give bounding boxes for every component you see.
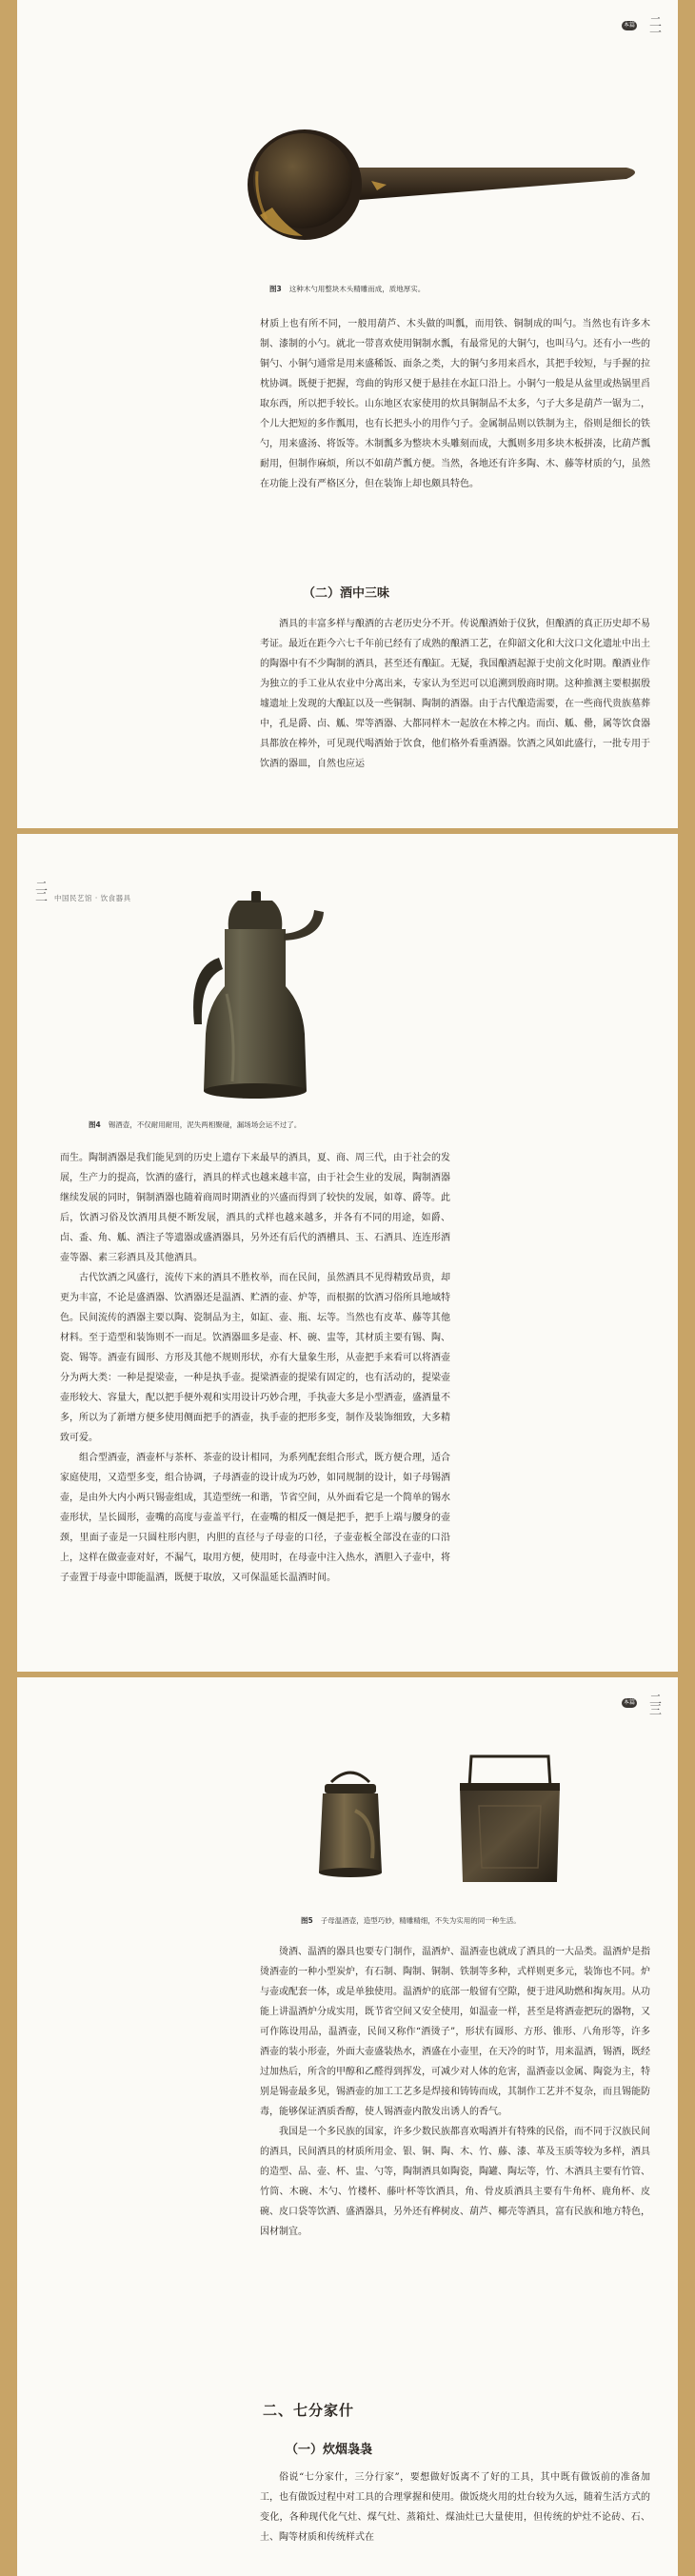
page-22 [17,834,678,1672]
folio [30,880,131,903]
figure-caption-text: 锡酒壶，不仅耐用耐用，泥失两相聚碰，漏场场会运不过了。 [108,1120,302,1129]
seal-icon: 本篇 [623,1699,635,1706]
paragraph: 材质上也有所不同，一般用葫芦、木头做的叫瓢，而用铁、铜制成的叫勺。当然也有许多木制、漆制的小勺。就北一带喜欢使用铜制水瓢，有最常见的大铜勺，也叫马勺。还有小一些的铜勺、小铜勺通常是用来盛稀饭、面条之类，大的铜勺多用来舀水，其把手较短，与手握的拉枕协调。既便于把握，弯曲的钩形又便于悬挂在水缸口沿上。小铜勺一般是从盆里或热锅里舀取东西，所以把手较长。山东地区农家使用的炊具铜制品不太多，勺子大多是葫芦一锯为二，个儿大把短的多作瓢用，也有长把头小的用作勺子。金属制品则以铁制为主，俗则是细长的铁勺，用来盛汤、将饭等。木制瓢多为整块木头雕刻而成，大瓢则多用多块木板拼凑，比葫芦瓢耐用，但制作麻烦，所以不如葫芦瓢方便。当然，各地还有许多陶、木、藤等材质的勺，虽然在功能上没有严格区分，但在装饰上却也颇具特色。 [260,319,650,489]
paragraph: 而生。陶制酒器是我们能见到的历史上遗存下来最早的酒具，夏、商、周三代，由于社会的发展，生产力的提高，饮酒的盛行，酒具的样式也越来越丰富，由于社会生业的发展，陶制酒器继续发展的同时，铜制酒器也随着商周时期酒业的兴盛而得到了较快的发展，如尊、爵等。此后，饮酒习俗及饮酒用具便不断发展，酒具的式样也越来越多，并各有不同的用途，如爵、卣、盉、角、觚、酒注子等遗器或盛酒器具，另外还有后代的酒槽具、玉、石酒具、连连形酒壶等器、素三彩酒具及其他酒具。 [60,1153,450,1263]
paragraph: 组合型酒壶，酒壶杯与茶杯、茶壶的设计相同，为系列配套组合形式，既方便合理，适合家庭使用，又造型多变，组合协调，子母酒壶的设计成为巧妙，如同规制的设计，如子母锡酒壶，是由外大内小两只锡壶组成，其造型统一和谐，节省空间，从外面看它是一个简单的锡水壶形状，呈长圆形，壶嘴的高度与壶盖平行，在壶嘴的相反一侧是把手，把手上端与腰身的壶颈，里面子壶是一只圆柱形内胆，内胆的直径与子母壶的口径，子壶壶板全部没在壶的口沿上，这样在做壶壶对好，不漏气，取用方便，使用时，在母壶中注入热水，酒胆入子壶中，将子壶置于母壶中即能温酒，既便于取放，又可保温延长温酒时间。 [60,1453,450,1583]
body-text [260,614,650,774]
figure-caption [89,1120,301,1131]
paragraph: 酒具的丰富多样与酿酒的古老历史分不开。传说酿酒始于仪狄，但酿酒的真正历史却不易考证。最近在距今六七千年前已经有了成熟的酿酒工艺，在仰韶文化和大汶口文化遗址中出土的陶器中有不少陶制的酒具，甚至还有酿缸。无疑，我国酿酒起源于史前文化时期。酿酒业作为独立的手工业从农业中分离出来，专家认为至迟可以追溯到殷商时期。这种推测主要根据殷墟遗址上发现的大酿缸以及一些铜制、陶制的酒器。由于古代酿造需要，在一些商代贵族墓葬中，孔是爵、卣、觚、斝等酒器、大都同样木一起放在木棒之内。而卣、觚、罍，属等饮食器具都放在棒外，可见现代喝酒始于饮食，他们格外看重酒器。饮酒之风如此盛行，一批专用于饮酒的器皿，自然也应运 [260,619,650,769]
page-number: 二一 [646,15,661,36]
section-heading: （一）炊烟袅袅 [286,2443,373,2457]
small-warmer-pot-photo [308,1763,393,1882]
figure-caption [301,1915,521,1927]
running-title: 中国民艺馆 · 饮食器具 [54,894,131,902]
section-heading: （二）酒中三味 [303,586,390,601]
figure-caption-text: 子母温酒壶，造型巧妙，精雕精细，不失为实用的同一种生活。 [320,1916,521,1925]
folio [622,1693,663,1714]
figure-label: 图5 [301,1916,313,1925]
chapter-heading: 二、七分家什 [263,2402,355,2419]
page-number: 二二 [32,880,47,901]
figure-caption [269,284,425,295]
page-number: 二三 [646,1693,661,1714]
wooden-ladle-photo [246,112,645,255]
figure-label: 图3 [269,285,282,293]
figure-caption-text: 这种木勺用整块木头精雕而成，质地厚实。 [288,285,426,293]
page-23 [17,1677,678,2576]
paragraph: 烫酒、温酒的器具也要专门制作，温酒炉、温酒壶也就成了酒具的一大品类。温酒炉是指烫酒壶的一种小型炭炉，有石制、陶制、铜制、铁制等多种，式样则更多元，装饰也不同。炉与壶或配套一体，或是单独使用。温酒炉的底部一般留有空隙，便于进风助燃和掏灰用。从功能上讲温酒炉分成实用，既节省空间又安全使用，如温壶一样，甚至是将酒壶把玩的器物，又可作陈设用品，温酒壶，民间又称作“酒烫子”，形状有圆形、方形、锥形、八角形等，许多酒壶的装小形壶，外面大壶盛装热水，酒盛在小壶里，在天冷的时节，用来温酒，锡酒，既经过加热后，所含的甲醇和乙醛得到挥发，可减少对人体的危害，温酒壶以金属、陶瓷为主，特别是锡壶最多见，锡酒壶的加工工艺多是焊接和铸铸而成，其制作工艺并不复杂，而且锡能防毒，能够保证酒质香醇，使人锡酒壶内散发出诱人的香气。 [260,1947,650,2117]
paragraph: 俗说“七分家什，三分行家”，要想做好饭离不了好的工具，其中既有做饭前的准备加工，也有做饭过程中对工具的合理掌握和使用。做饭烧火用的灶台较为久远，随着生活方式的变化，各种现代化气灶、煤气灶、蒸箱灶、煤油灶已大量使用，但传统的炉灶不论砖、石、土、陶等材质和传统样式在 [260,2472,650,2543]
paragraph: 我国是一个多民族的国家，许多少数民族都喜欢喝酒并有特殊的民俗，而不同于汉族民间的酒具，民间酒具的材质所用金、银、铜、陶、木、竹、藤、漆、革及玉质等较为多样，酒具的造型、品、壶、杯、盅、勺等，陶制酒具如陶瓷，陶罐、陶坛等，竹、木酒具主要有竹管、竹筒、木碗、木勺、竹楼杯、藤叶杯等饮酒具，角、骨皮质酒具主要有牛角杯、鹿角杯、皮碗、皮口袋等饮酒、盛酒器具，另外还有桦树皮、葫芦、椰壳等酒具，富有民族和地方特色，因材制宜。 [260,2127,650,2237]
tin-wine-ewer-photo [169,891,331,1105]
seal-icon: 本篇 [623,22,635,29]
paragraph: 古代饮酒之风盛行，流传下来的酒具不胜枚举，而在民间，虽然酒具不见得精致昂贵，却更为丰富，不论是盛酒器、饮酒器还是温酒、贮酒的壶、炉等，而根据的饮酒习俗所具地域特色。民间流传的酒器主要以陶、瓷制品为主，如缸、壶、瓶、坛等。当然也有皮革、藤等其他材料。至于造型和装饰则不一而足。饮酒器皿多是壶、杯、碗、盅等，其材质主要有锡、陶、瓷、锡等。酒壶有圆形、方形及其他不规则形状，亦有大量象生形，从壶把手来看可以将酒壶分为两大类：一种是提梁壶，一种是执手壶。提梁酒壶的提梁有固定的，也有活动的，提梁壶壶形较大、容量大，配以把手便外观和实用设计巧妙合理，手执壶大多是小型酒壶，盛酒量不多，所以为了新增方便多使用侧面把手的酒壶，执手壶的把形多变，制作及装饰细致，大多精致可爱。 [60,1273,450,1443]
page-21 [17,0,678,828]
folio [622,15,663,36]
figure-label: 图4 [89,1120,101,1129]
body-text [260,2467,650,2547]
body-text [260,1942,650,2242]
body-text [60,1148,450,1588]
large-warmer-pot-photo [450,1749,569,1892]
body-text [260,314,650,494]
